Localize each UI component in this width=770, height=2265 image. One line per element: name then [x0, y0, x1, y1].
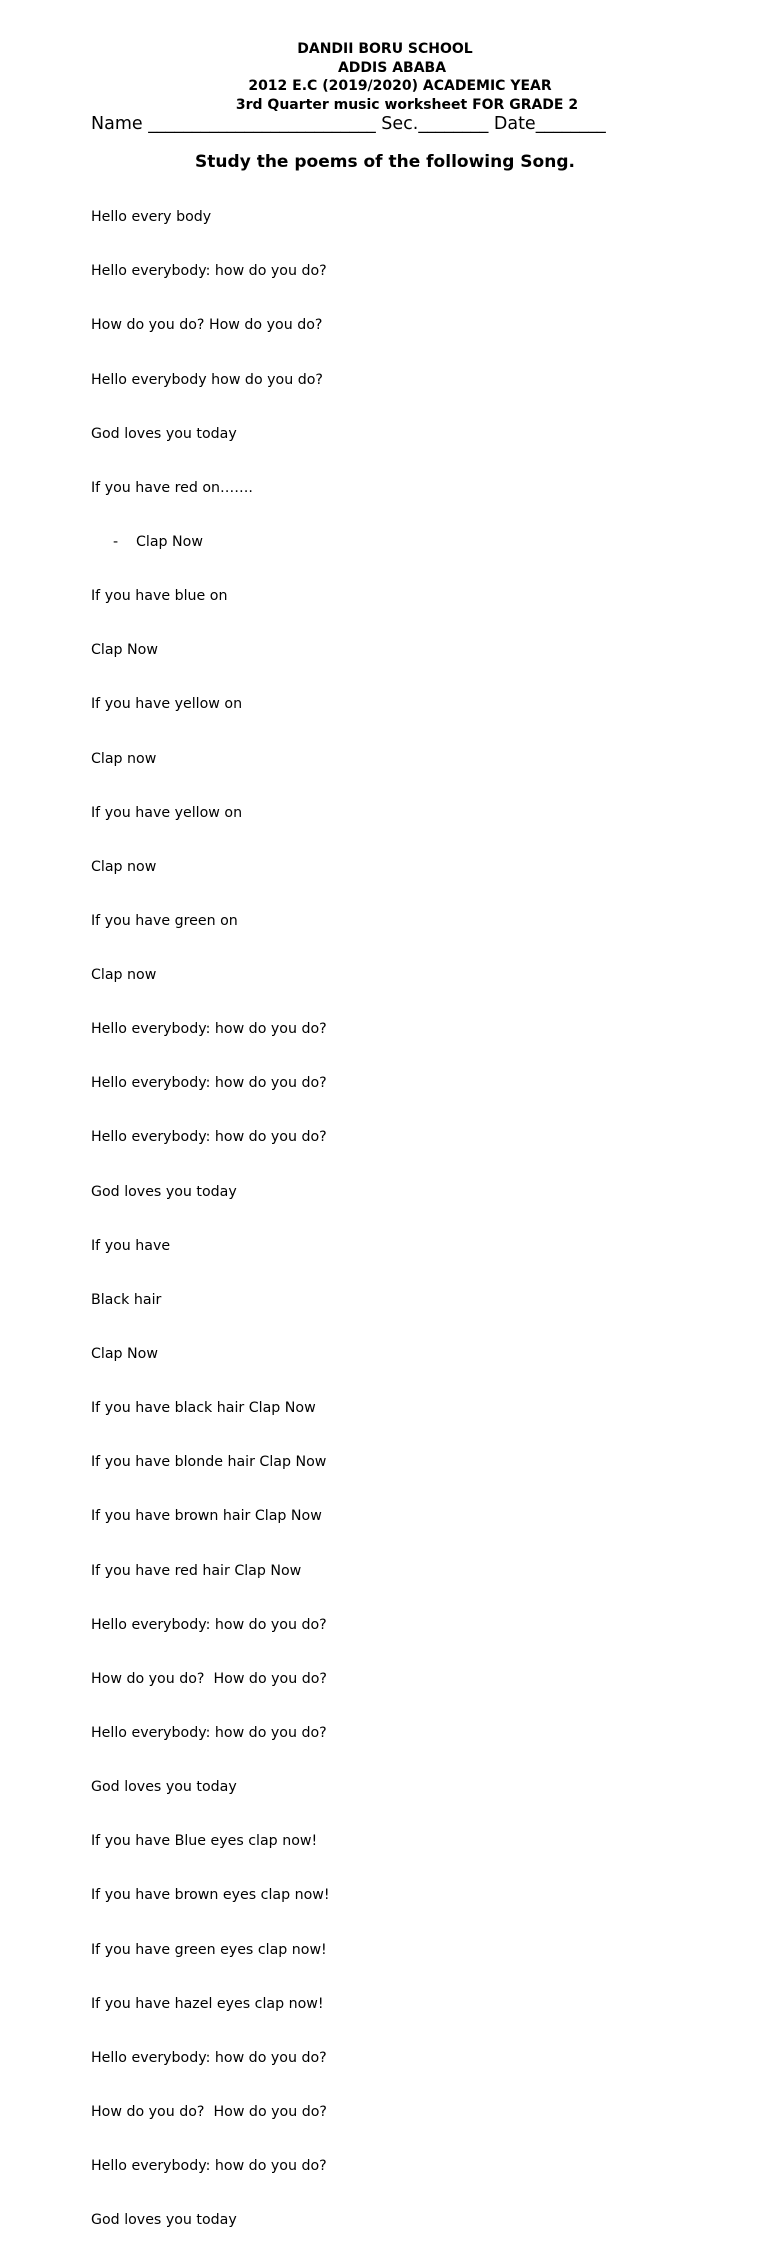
section-title-text: Study the poems of the following Song. — [195, 152, 575, 172]
lyric-line: Hello everybody: how do you do? — [91, 1616, 327, 1633]
lyric-line: If you have red hair Clap Now — [91, 1562, 302, 1579]
lyric-line: Hello everybody: how do you do? — [91, 263, 327, 280]
lyric-line: Clap now — [91, 750, 157, 767]
lyric-line: Hello everybody how do you do? — [91, 371, 323, 388]
lyric-line: Clap Now — [91, 642, 158, 659]
lyric-line: If you have hazel eyes clap now! — [91, 1995, 324, 2012]
lyric-line: God loves you today — [91, 425, 237, 442]
school-city: ADDIS ABABA — [337, 59, 447, 76]
lyric-line: Clap Now — [136, 533, 203, 550]
lyric-line: Hello every body — [91, 209, 212, 226]
lyric-line: Hello everybody: how do you do? — [91, 1129, 327, 1146]
lyric-line: Hello everybody: how do you do? — [91, 2049, 327, 2066]
lyric-line: Hello everybody: how do you do? — [91, 1021, 327, 1038]
lyric-line: Clap now — [91, 858, 157, 875]
lyric-line: If you have green on — [91, 912, 238, 929]
lyric-line: If you have yellow on — [91, 696, 243, 713]
lyric-line: Black hair — [91, 1291, 162, 1308]
lyric-line: If you have brown eyes clap now! — [91, 1887, 330, 1904]
bullet-dash: - — [113, 533, 119, 550]
lyric-line: If you have Blue eyes clap now! — [91, 1833, 318, 1850]
lyric-line: If you have blue on — [91, 588, 228, 605]
lyric-line: Hello everybody: how do you do? — [91, 2158, 327, 2175]
lyric-line: God loves you today — [91, 1183, 237, 1200]
lyric-bullet-line — [91, 533, 330, 551]
school-name: DANDII BORU SCHOOL — [297, 41, 473, 57]
academic-year: 2012 E.C (2019/2020) ACADEMIC YEAR — [248, 78, 552, 94]
lyric-line: Clap now — [91, 967, 157, 984]
lyric-line: Hello everybody: how do you do? — [91, 1075, 327, 1092]
lyric-line: If you have yellow on — [91, 804, 243, 821]
lyric-line: Hello everybody: how do you do? — [91, 1725, 327, 1742]
lyric-line: If you have brown hair Clap Now — [91, 1508, 322, 1525]
lyric-line: Clap Now — [91, 1346, 158, 1363]
document-header — [0, 40, 770, 114]
worksheet-title: 3rd Quarter music worksheet FOR GRADE 2 — [235, 96, 579, 113]
lyric-line: How do you do? How do you do? — [91, 317, 323, 334]
student-info-line: Name __________________________ Sec.________ Date________ — [91, 114, 606, 134]
lyric-line: God loves you today — [91, 1779, 237, 1796]
lyric-line: How do you do? How do you do? — [91, 2104, 327, 2121]
lyric-line: If you have blonde hair Clap Now — [91, 1454, 327, 1471]
section-title — [0, 151, 770, 173]
lyric-line: If you have black hair Clap Now — [91, 1400, 316, 1417]
lyric-line: If you have — [91, 1237, 171, 1254]
lyric-line: God loves you today — [91, 2212, 237, 2229]
song-lyrics — [91, 172, 330, 2265]
lyric-line: If you have red on……. — [91, 479, 253, 496]
lyric-line: If you have green eyes clap now! — [91, 1941, 327, 1958]
lyric-line: How do you do? How do you do? — [91, 1670, 327, 1687]
